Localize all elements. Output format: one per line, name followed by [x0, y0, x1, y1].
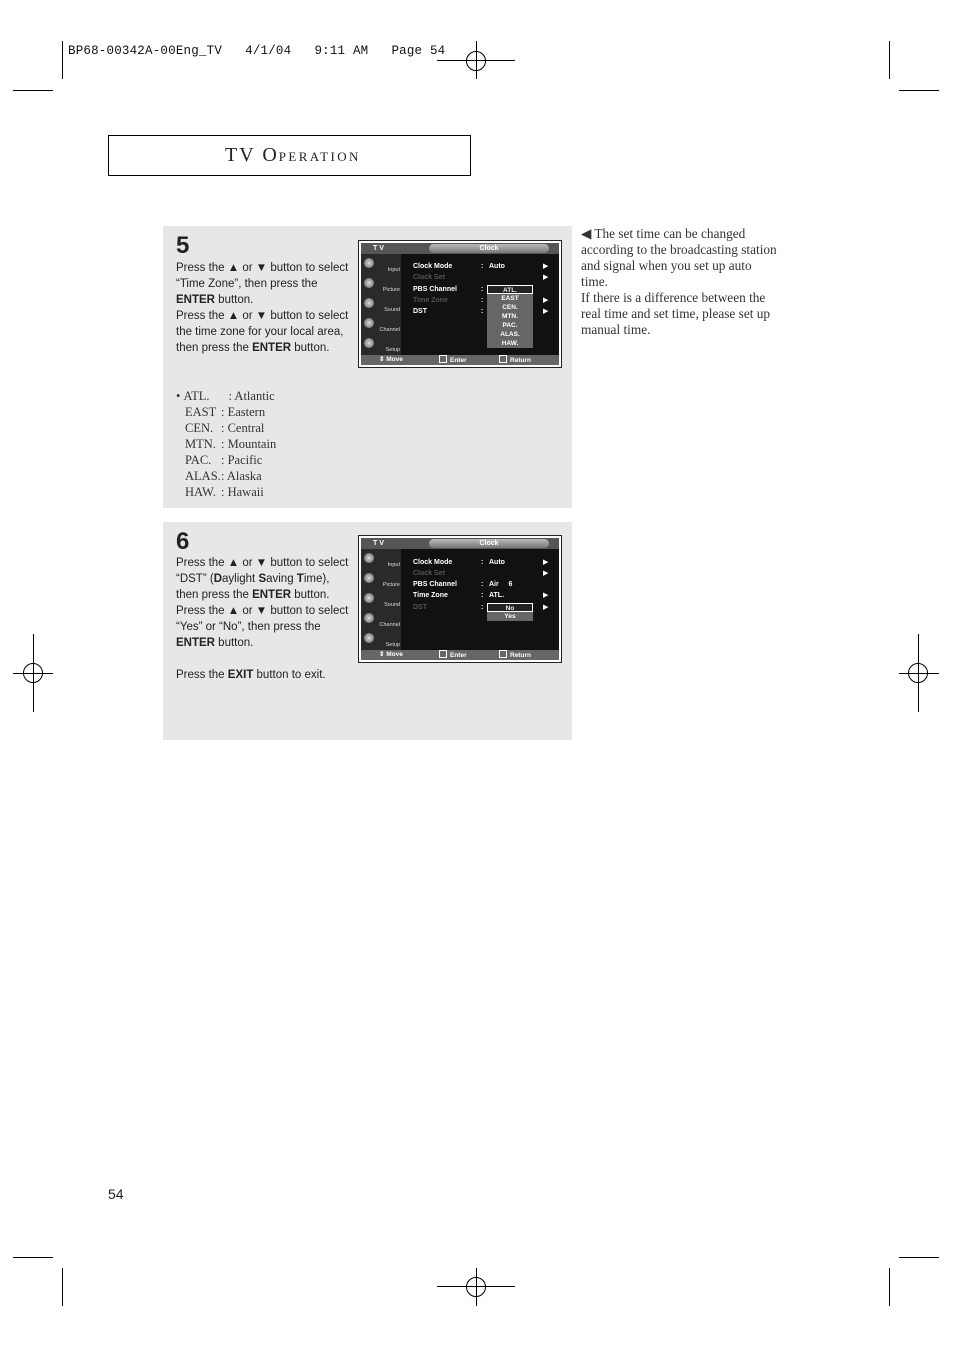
tv-osd-screenshot: T V Clock Input Picture Sound Channel Setup Clock Mode : Auto ▶ Clock Set ▶ PBS Channel : Air 6 Time Zone : ATL. ▶ DST : ▶ No Yes ⇕ Move Enter Return — [358, 535, 562, 663]
list-item: • ATL. : Atlantic — [176, 389, 275, 403]
section-title-box — [108, 135, 471, 176]
osd-sidebar: Input Picture Sound Channel Setup — [361, 549, 401, 650]
list-item: CEN. : Central — [185, 421, 265, 435]
channel-icon — [364, 318, 374, 328]
list-item: ALAS. : Alaska — [185, 469, 262, 483]
step-5-panel — [163, 226, 572, 508]
enter-icon — [439, 650, 447, 658]
step-number: 6 — [176, 528, 190, 555]
setup-icon — [364, 338, 374, 348]
tv-osd-screenshot: T V Clock Input Picture Sound Channel Setup Clock Mode : Auto ▶ Clock Set ▶ PBS Channel : Time Zone : ▶ DST : ▶ ATL. EAST CEN. MTN. PAC. ALAS. HAW. ⇕ Move Enter Return — [358, 240, 562, 368]
timezone-list — [176, 388, 276, 500]
step-6-panel — [163, 522, 572, 740]
enter-icon — [439, 355, 447, 363]
step-instructions: Press the ▲ or ▼ button to select “DST” (Daylight Saving Time), then press the ENTER button. Press the ▲ or ▼ button to select “Yes” or “No”, then press the ENTER button. Press the EXIT button to exit. — [176, 557, 349, 681]
return-icon — [499, 650, 507, 658]
osd-sidebar: Input Picture Sound Channel Setup — [361, 254, 401, 355]
move-icon: ⇕ — [379, 356, 387, 363]
print-slug: BP68-00342A-00Eng_TV 4/1/04 9:11 AM Page 54 — [68, 44, 446, 58]
section-title: TV OPERATION — [225, 144, 361, 166]
setup-icon — [364, 633, 374, 643]
list-item: HAW. : Hawaii — [185, 485, 264, 499]
dst-options: No Yes — [487, 603, 533, 621]
osd-title: Clock — [479, 245, 499, 252]
step-number: 5 — [176, 232, 190, 259]
list-item: MTN. : Mountain — [185, 437, 277, 451]
sound-icon — [364, 593, 374, 603]
input-icon — [364, 553, 374, 563]
left-arrow-icon: ◀ — [581, 226, 592, 241]
picture-icon — [364, 573, 374, 583]
picture-icon — [364, 278, 374, 288]
timezone-options: ATL. EAST CEN. MTN. PAC. ALAS. HAW. — [487, 285, 533, 348]
page-number: 54 — [108, 1186, 124, 1202]
side-note: ◀ The set time can be changed according to the broadcasting station and signal when you set up auto time. If there is a difference between the real time and set time, please set up manual time. — [581, 226, 777, 337]
move-icon: ⇕ — [379, 651, 387, 658]
osd-title: Clock — [479, 540, 499, 547]
list-item: PAC. : Pacific — [185, 453, 263, 467]
step-instructions: Press the ▲ or ▼ button to select “Time Zone”, then press the ENTER button. Press the ▲ or ▼ button to select the time zone for your local area, then press the ENTER button. — [176, 262, 349, 354]
channel-icon — [364, 613, 374, 623]
return-icon — [499, 355, 507, 363]
sound-icon — [364, 298, 374, 308]
input-icon — [364, 258, 374, 268]
list-item: EAST : Eastern — [185, 405, 266, 419]
